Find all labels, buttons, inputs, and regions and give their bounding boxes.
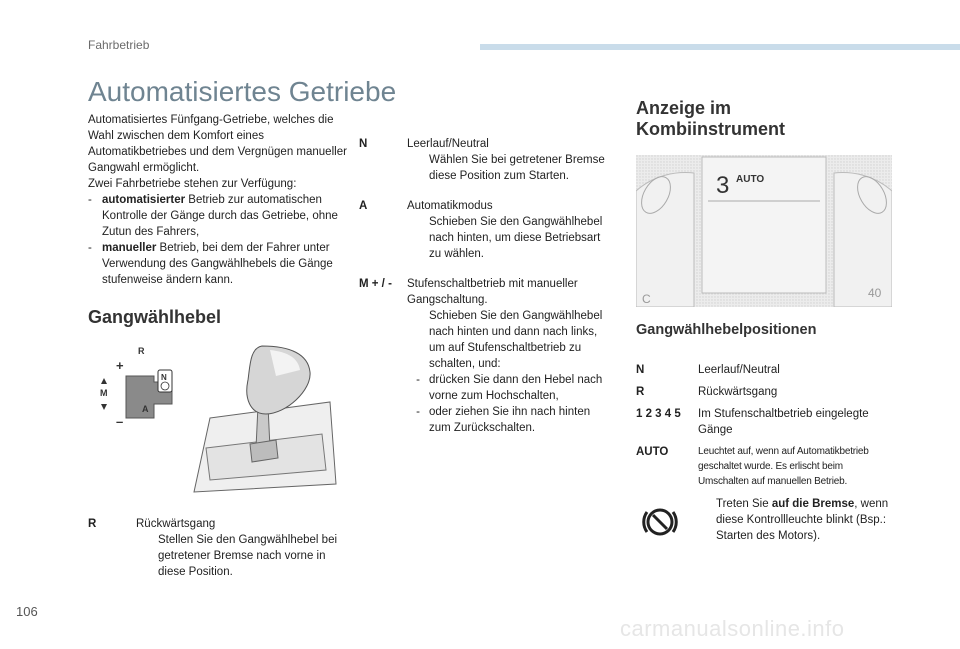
position-key: 1 2 3 4 5 — [636, 408, 681, 420]
position-row — [636, 444, 892, 489]
intro-bullet-manual — [88, 240, 348, 288]
display-heading — [636, 98, 785, 140]
r-key: R — [88, 518, 97, 530]
gate-label-plus: + — [116, 358, 124, 373]
brake-note — [694, 496, 894, 544]
mode-label: Stufenschaltbetrieb mit manueller Gangschaltung. — [407, 278, 578, 306]
modes-list — [359, 136, 613, 436]
display-heading-line: Anzeige im — [636, 98, 732, 118]
arrow-bullet-icon — [407, 152, 429, 184]
bullet-bold: automatisierter — [102, 194, 186, 206]
gate-label-r: R — [138, 346, 145, 356]
arrow-bullet-icon — [407, 214, 429, 262]
section-label: Fahrbetrieb — [88, 38, 150, 52]
display-heading-line: Kombiinstrument — [636, 119, 786, 139]
r-entry — [88, 516, 340, 580]
position-value: Leerlauf/Neutral — [698, 364, 780, 376]
position-row — [636, 384, 892, 400]
intro-paragraph-2: Zwei Fahrbetriebe stehen zur Verfügung: — [88, 178, 297, 190]
brake-warning-icon — [640, 502, 680, 542]
intro-paragraph: Automatisiertes Fünfgang-Getriebe, welches die Wahl zwischen dem Komfort eines Automatikbetriebes und dem Vergnügen manueller Gangwahl ermöglicht. — [88, 114, 347, 174]
watermark: carmanualsonline.info — [620, 616, 845, 641]
mode-a — [359, 198, 613, 262]
intro-text — [88, 112, 348, 288]
gauge-label-right: 40 — [868, 286, 882, 300]
bullet-text: Betrieb zur automatischen Kontrolle der Gänge durch das Getriebe, ohne Zutun des Fahrers, — [102, 194, 338, 238]
sub-dash: - — [416, 406, 420, 418]
position-key: R — [636, 386, 645, 398]
mode-key: M + / - — [359, 278, 392, 290]
page-title: Automatisiertes Getriebe — [88, 76, 397, 107]
page-number: 106 — [16, 604, 38, 619]
arrow-down-icon — [101, 404, 107, 410]
gauge-label-left: C — [642, 292, 651, 306]
position-key: N — [636, 364, 645, 376]
gate-label-minus: – — [116, 414, 124, 429]
position-key: AUTO — [636, 446, 669, 458]
bullet-dash: - — [88, 194, 92, 206]
bullet-bold: manueller — [102, 242, 157, 254]
arrow-up-icon — [101, 378, 107, 384]
header-bar — [480, 44, 960, 50]
instrument-cluster — [636, 155, 892, 307]
mode-sub-instruction: drücken Sie dann den Hebel nach vorne zum Hochschalten, — [429, 374, 603, 402]
gate-label-m: M — [100, 388, 108, 398]
mode-sub-instruction: oder ziehen Sie ihn nach hinten zum Zurückschalten. — [429, 406, 591, 434]
gate-label-a: A — [142, 404, 149, 414]
mode-m — [359, 276, 613, 436]
position-value: Leuchtet auf, wenn auf Automatikbetrieb geschaltet wurde. Es erlischt beim Umschalten auf manuellen Betrieb. — [698, 446, 869, 487]
r-instruction: Stellen Sie den Gangwählhebel bei getretener Bremse nach vorne in diese Position. — [158, 534, 338, 578]
brake-note-text: , wenn diese Kontrollleuchte blinkt (Bsp.: Starten des Motors). — [716, 498, 889, 542]
mode-instruction: Schieben Sie den Gangwählhebel nach hinten, um diese Betriebsart zu wählen. — [429, 216, 603, 260]
arrow-bullet-icon — [407, 308, 429, 372]
position-value: Im Stufenschaltbetrieb eingelegte Gänge — [698, 408, 869, 436]
mode-label: Leerlauf/Neutral — [407, 138, 489, 150]
arrow-bullet-icon — [136, 532, 158, 580]
position-value: Rückwärtsgang — [698, 386, 778, 398]
bullet-text: Betrieb, bei dem der Fahrer unter Verwendung des Gangwählhebels die Gänge stufenweise ändern kann. — [102, 242, 333, 286]
bullet-dash: - — [88, 242, 92, 254]
position-row — [636, 406, 892, 438]
positions-heading: Gangwählhebelpositionen — [636, 322, 817, 338]
mode-key: A — [359, 200, 368, 212]
mode-label: Automatikmodus — [407, 200, 493, 212]
arrow-bullet-icon — [694, 496, 716, 544]
gear-lever-heading: Gangwählhebel — [88, 307, 222, 327]
display-gear: 3 — [716, 172, 730, 199]
mode-instruction: Wählen Sie bei getretener Bremse diese Position zum Starten. — [429, 154, 605, 182]
r-label: Rückwärtsgang — [136, 518, 216, 530]
gear-lever-diagram — [90, 336, 340, 502]
display-auto: AUTO — [736, 174, 765, 185]
positions-list — [636, 362, 892, 495]
gate-label-n: N — [161, 373, 167, 382]
brake-note-text: Treten Sie — [716, 498, 772, 510]
mode-key: N — [359, 138, 368, 150]
brake-note-bold: auf die Bremse — [771, 498, 855, 510]
mode-instruction: Schieben Sie den Gangwählhebel nach hinten und dann nach links, um auf Stufenschaltbetrieb zu schalten, und: — [429, 310, 603, 370]
mode-n — [359, 136, 613, 184]
sub-dash: - — [416, 374, 420, 386]
position-row — [636, 362, 892, 378]
intro-bullet-auto — [88, 192, 348, 240]
